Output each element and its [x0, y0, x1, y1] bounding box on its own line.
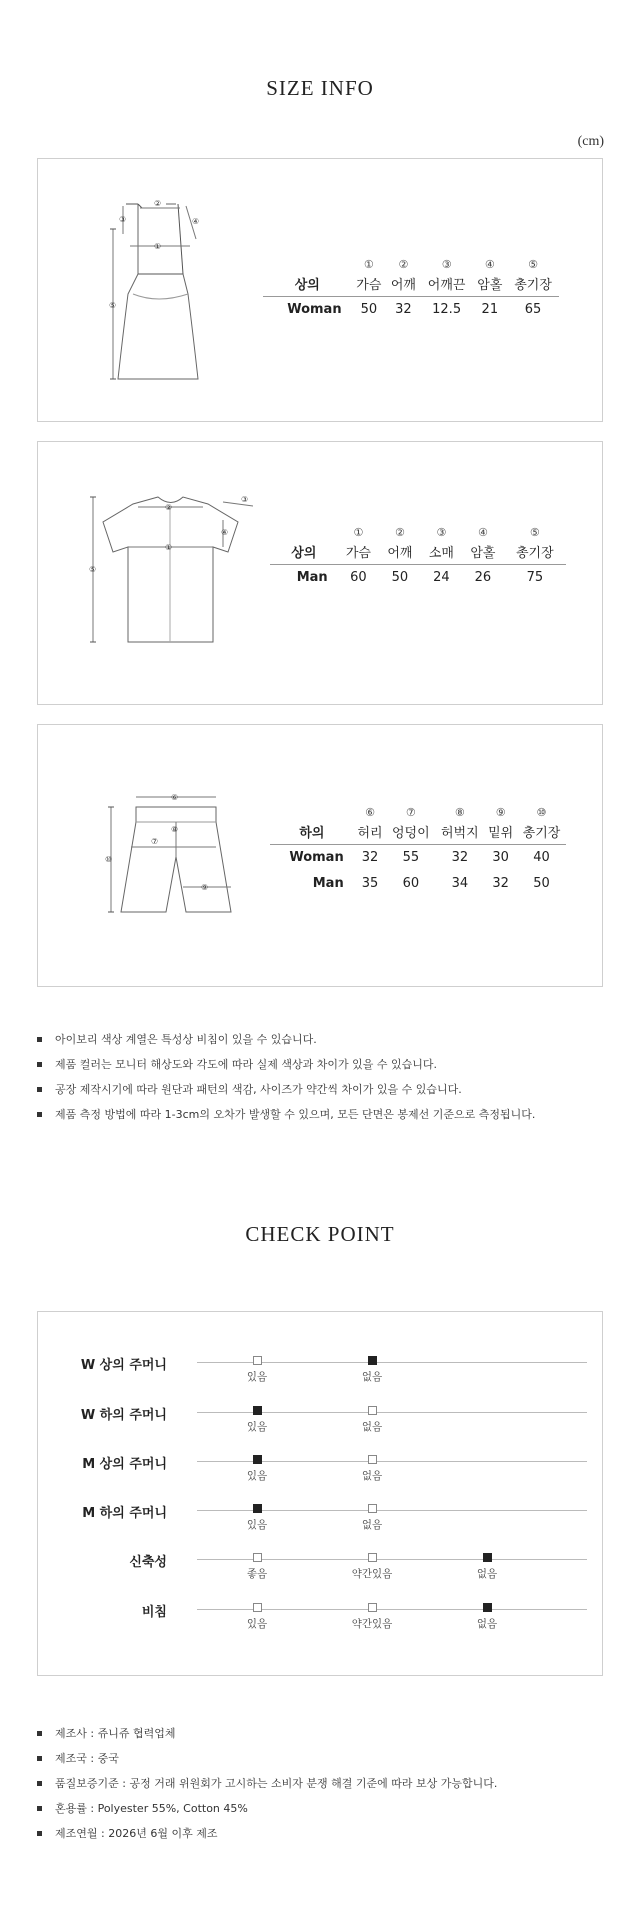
cell: 65 — [524, 301, 542, 317]
column-header: 어깨끈 — [421, 272, 473, 296]
empty-square-icon — [368, 1553, 377, 1562]
cell: 50 — [533, 875, 550, 891]
note-item: 아이보리 색상 계열은 특성상 비침이 있을 수 있습니다. — [37, 1027, 535, 1052]
man-top-marker-2: ② — [165, 503, 173, 512]
note-item: 제품 컬러는 모니터 해상도와 각도에 따라 실제 색상과 차이가 있을 수 있습니다. — [37, 1052, 535, 1077]
column-header: 가슴 — [338, 540, 380, 564]
check-point-option-label: 있음 — [246, 1470, 268, 1482]
check-point-option — [217, 1553, 297, 1581]
size-box-man-top — [37, 441, 603, 705]
check-point-option-label: 약간있음 — [351, 1568, 393, 1580]
size-box-bottom — [37, 724, 603, 987]
column-header: 암홀 — [462, 540, 504, 564]
man-top-size-table — [270, 525, 566, 590]
check-point-option-label: 있음 — [246, 1371, 268, 1383]
bottom-marker-9: ⑨ — [201, 883, 209, 892]
col-num: ③ — [436, 526, 447, 539]
column-header: 허리 — [354, 820, 387, 844]
check-point-option — [447, 1553, 527, 1581]
selected-square-icon — [253, 1455, 262, 1464]
bottom-diagram — [101, 792, 261, 922]
table-row — [270, 844, 566, 870]
man-top-marker-1: ① — [165, 543, 173, 552]
man-top-marker-5: ⑤ — [89, 565, 97, 574]
check-point-option-label: 없음 — [361, 1470, 383, 1482]
col-num: ① — [363, 258, 374, 271]
cell: 32 — [451, 849, 469, 865]
cell: 75 — [526, 569, 544, 585]
cell: 60 — [402, 875, 420, 891]
check-point-option — [332, 1356, 412, 1384]
selected-square-icon — [483, 1603, 492, 1612]
row-label: Woman — [287, 301, 342, 317]
check-point-row — [37, 1453, 603, 1493]
col-num: ⑨ — [495, 806, 506, 819]
table-header-label: 하의 — [270, 820, 354, 844]
cell: 30 — [492, 849, 509, 865]
col-num: ② — [398, 258, 409, 271]
size-info-title: SIZE INFO — [266, 76, 374, 100]
woman-top-marker-5: ⑤ — [109, 301, 117, 310]
cell: 34 — [451, 875, 469, 891]
table-header-label: 상의 — [270, 540, 338, 564]
check-point-title: CHECK POINT — [245, 1222, 395, 1246]
column-header: 가슴 — [352, 272, 387, 296]
check-point-option — [217, 1603, 297, 1631]
col-num: ③ — [441, 258, 452, 271]
check-point-option-label: 없음 — [476, 1568, 498, 1580]
empty-square-icon — [368, 1455, 377, 1464]
check-point-row — [37, 1551, 603, 1591]
cell: 55 — [402, 849, 420, 865]
column-header: 어깨 — [386, 272, 421, 296]
check-point-option — [217, 1356, 297, 1384]
check-point-row — [37, 1354, 603, 1394]
check-point-label: M 하의 주머니 — [82, 1506, 167, 1521]
check-point-label: W 상의 주머니 — [80, 1358, 167, 1373]
cell: 32 — [492, 875, 509, 891]
selected-square-icon — [483, 1553, 492, 1562]
check-point-option-label: 있음 — [246, 1519, 268, 1531]
table-header-label: 상의 — [263, 272, 352, 296]
check-point-option — [332, 1504, 412, 1532]
column-header: 암홀 — [473, 272, 508, 296]
check-point-option-label: 없음 — [476, 1618, 498, 1630]
woman-top-marker-2: ② — [154, 199, 162, 208]
cell: 60 — [350, 569, 367, 585]
check-point-option-label: 없음 — [361, 1371, 383, 1383]
selected-square-icon — [253, 1406, 262, 1415]
check-point-option-label: 있음 — [246, 1421, 268, 1433]
check-point-option-label: 있음 — [246, 1618, 268, 1630]
table-row — [270, 870, 566, 896]
check-point-option-label: 좋음 — [246, 1568, 268, 1580]
man-top-marker-4: ④ — [221, 528, 229, 537]
cell: 26 — [474, 569, 492, 585]
col-num: ⑥ — [365, 806, 375, 819]
bottom-size-table — [270, 805, 566, 896]
woman-top-marker-3: ③ — [119, 215, 127, 224]
empty-square-icon — [253, 1603, 262, 1612]
size-box-woman-top — [37, 158, 603, 422]
cell: 21 — [481, 301, 499, 317]
bottom-marker-7: ⑦ — [151, 837, 159, 846]
note-item: 제품 측정 방법에 따라 1-3cm의 오차가 발생할 수 있으며, 모든 단면은 봉제선 기준으로 측정됩니다. — [37, 1102, 535, 1127]
empty-square-icon — [368, 1406, 377, 1415]
bottom-marker-8: ⑧ — [171, 825, 179, 834]
column-header: 총기장 — [507, 272, 559, 296]
woman-top-marker-1: ① — [154, 242, 162, 251]
man-top-marker-3: ③ — [241, 495, 249, 504]
cell: 32 — [395, 301, 412, 317]
table-row — [270, 564, 566, 590]
column-header: 어깨 — [379, 540, 421, 564]
column-header: 총기장 — [517, 820, 566, 844]
check-point-option-label: 없음 — [361, 1421, 383, 1433]
product-info-item: 제조사 : 쥬니쥬 협력업체 — [37, 1721, 497, 1746]
product-info-item: 품질보증기준 : 공정 거래 위원회가 고시하는 소비자 분쟁 해결 기준에 따라 보상 가능합니다. — [37, 1771, 497, 1796]
product-info-item: 제조연월 : 2026년 6월 이후 제조 — [37, 1821, 497, 1846]
unit-label: (cm) — [577, 134, 604, 149]
check-point-option — [332, 1455, 412, 1483]
selected-square-icon — [368, 1356, 377, 1365]
cell: 40 — [533, 849, 550, 865]
empty-square-icon — [253, 1553, 262, 1562]
cell: 50 — [360, 301, 378, 317]
col-num: ⑤ — [529, 526, 540, 539]
col-num: ④ — [478, 526, 488, 539]
check-point-option-label: 약간있음 — [351, 1618, 393, 1630]
woman-top-marker-4: ④ — [192, 217, 200, 226]
cell: 12.5 — [432, 301, 462, 317]
col-num: ⑧ — [454, 806, 465, 819]
bottom-marker-6: ⑥ — [171, 793, 179, 802]
size-notes — [37, 1027, 535, 1127]
check-point-label: W 하의 주머니 — [80, 1408, 167, 1423]
empty-square-icon — [368, 1603, 377, 1612]
check-point-option — [217, 1504, 297, 1532]
check-point-option — [217, 1406, 297, 1434]
product-info-item: 혼용률 : Polyester 55%, Cotton 45% — [37, 1796, 497, 1821]
check-point-option — [447, 1603, 527, 1631]
col-num: ⑩ — [536, 806, 547, 819]
bottom-marker-10: ⑩ — [105, 855, 113, 864]
table-row — [263, 296, 559, 322]
row-label: Man — [296, 569, 328, 585]
check-point-label: M 상의 주머니 — [82, 1457, 167, 1472]
check-point-option — [332, 1553, 412, 1581]
selected-square-icon — [253, 1504, 262, 1513]
col-num: ② — [395, 526, 405, 539]
empty-square-icon — [253, 1356, 262, 1365]
check-point-row — [37, 1601, 603, 1641]
column-header: 밑위 — [484, 820, 517, 844]
row-label: Man — [312, 875, 344, 891]
col-num: ① — [353, 526, 364, 539]
check-point-row — [37, 1404, 603, 1444]
product-info — [37, 1721, 497, 1846]
col-num: ⑤ — [528, 258, 538, 271]
column-header: 허벅지 — [435, 820, 484, 844]
col-num: ④ — [484, 258, 495, 271]
cell: 32 — [361, 849, 379, 865]
column-header: 총기장 — [504, 540, 566, 564]
check-point-label: 비침 — [141, 1605, 167, 1620]
man-top-diagram — [83, 492, 253, 662]
check-point-row — [37, 1502, 603, 1542]
woman-top-diagram — [78, 194, 278, 394]
empty-square-icon — [368, 1504, 377, 1513]
check-point-option — [332, 1406, 412, 1434]
col-num: ⑦ — [405, 806, 416, 819]
check-point-label: 신축성 — [129, 1555, 167, 1570]
row-label: Woman — [289, 849, 344, 865]
note-item: 공장 제작시기에 따라 원단과 패턴의 색감, 사이즈가 약간씩 차이가 있을 수 있습니다. — [37, 1077, 535, 1102]
cell: 35 — [361, 875, 379, 891]
column-header: 엉덩이 — [386, 820, 435, 844]
check-point-option-label: 없음 — [361, 1519, 383, 1531]
woman-top-size-table — [263, 257, 559, 322]
check-point-option — [332, 1603, 412, 1631]
cell: 50 — [391, 569, 409, 585]
product-info-item: 제조국 : 중국 — [37, 1746, 497, 1771]
cell: 24 — [433, 569, 450, 585]
check-point-option — [217, 1455, 297, 1483]
column-header: 소매 — [421, 540, 463, 564]
